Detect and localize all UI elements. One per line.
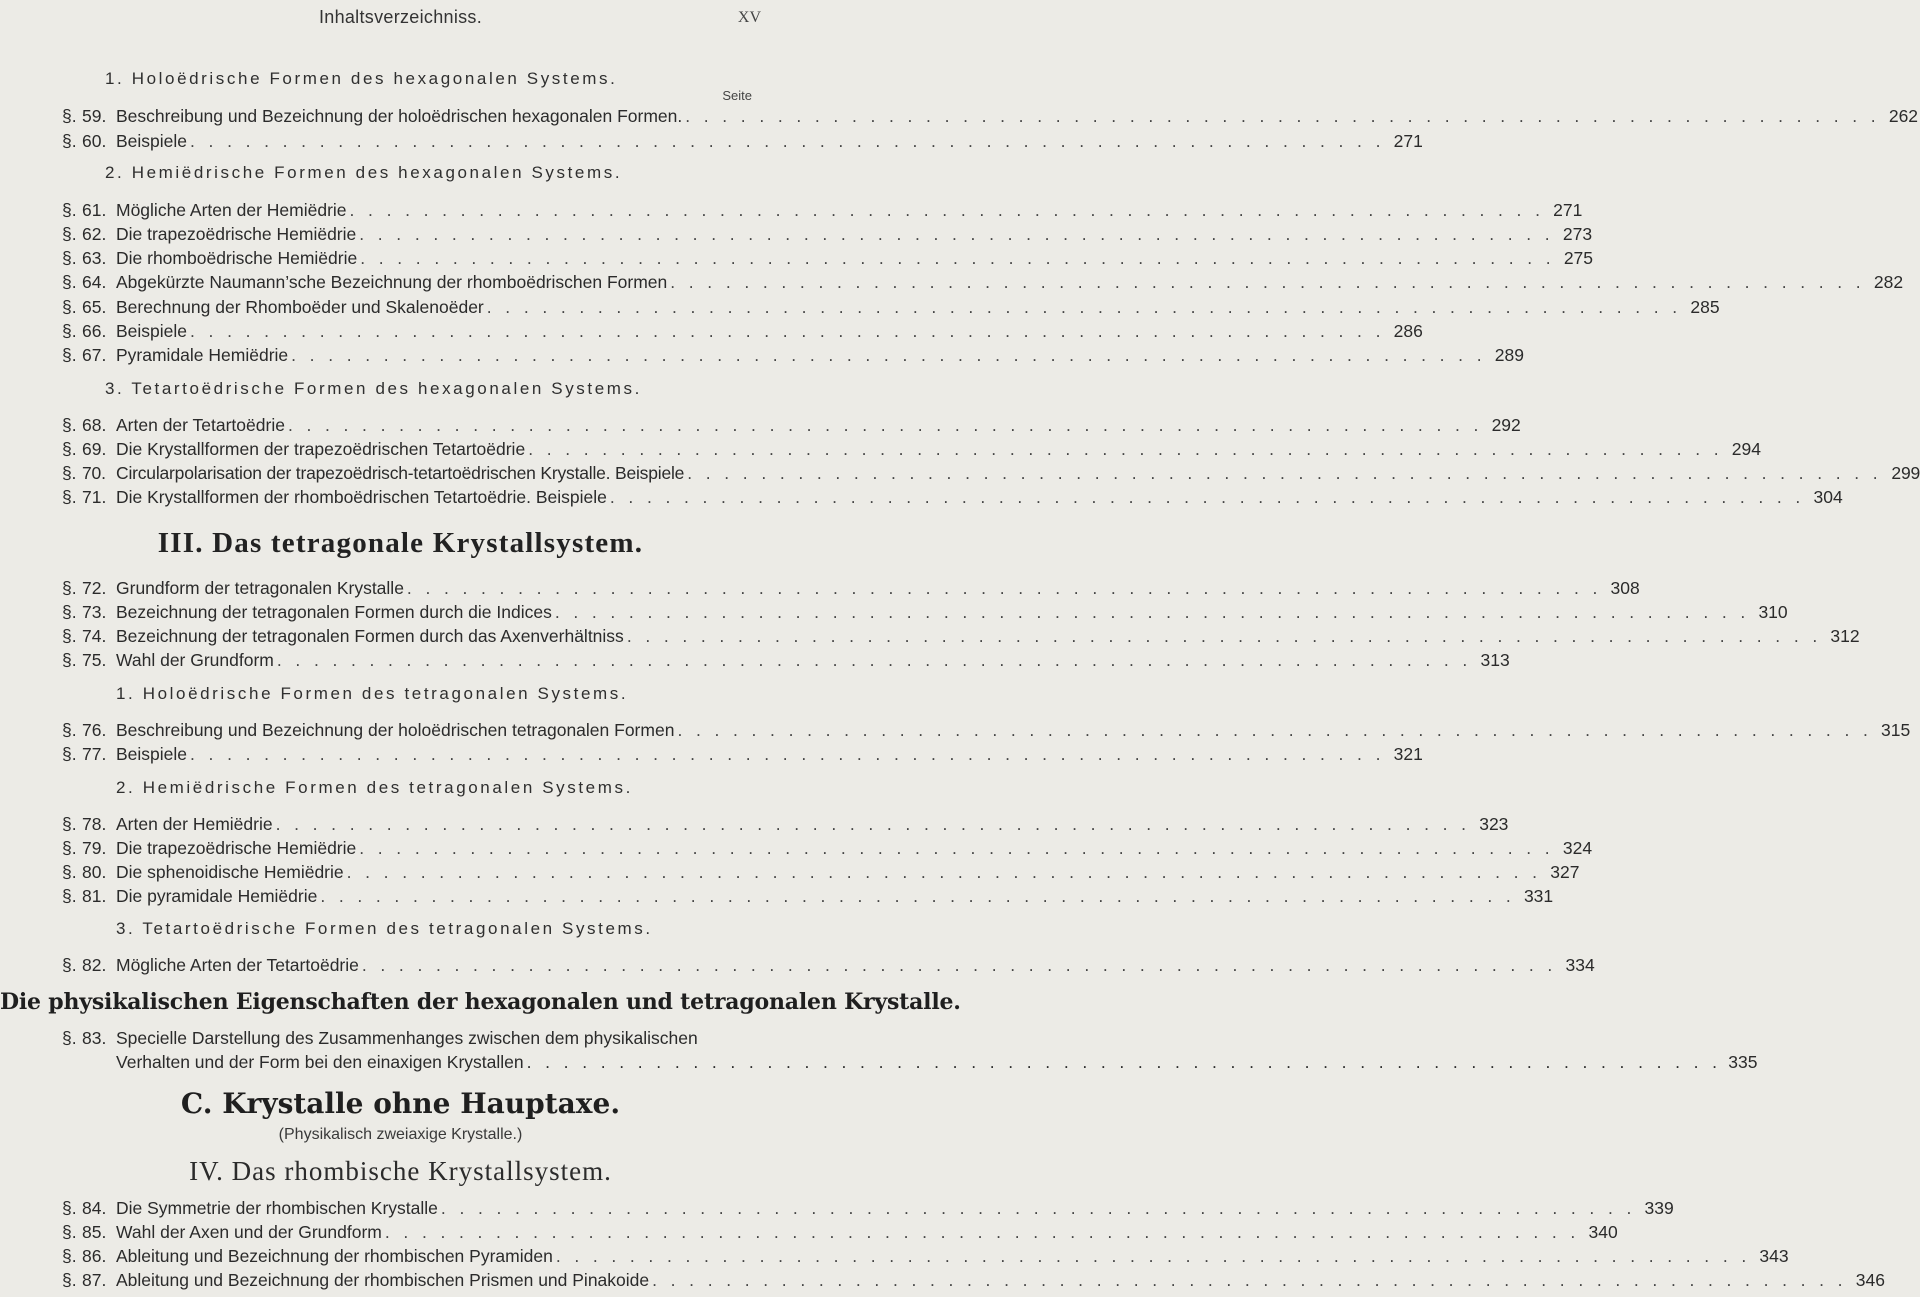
dot-leader: . . . . . . . . . . . . . . . . . . . . . . . . . . . . . . . . . . . . . . . . . . . . . . . . . . . . . . . . . . . . . . . . . (287, 415, 1483, 435)
toc-entry[interactable] (62, 601, 1788, 623)
section-sign: §. (62, 1270, 77, 1290)
entry-page: 321 (1393, 744, 1423, 764)
section-sign: §. (62, 345, 77, 365)
entry-title: Ableitung und Bezeichnung der rhombischen Prismen und Pinakoide (116, 1270, 650, 1290)
section-sign: §. (62, 814, 77, 834)
section-sign: §. (62, 224, 77, 244)
toc-entry[interactable] (62, 223, 1593, 245)
entry-number: 76. (82, 720, 107, 740)
entry-page: 286 (1393, 321, 1423, 341)
entry-title: Beschreibung und Bezeichnung der holoëdrischen hexagonalen Formen. (116, 106, 683, 126)
entry-title: Beispiele (116, 321, 188, 341)
entry-page: 310 (1758, 602, 1788, 622)
entry-title: Grundform der tetragonalen Krystalle (116, 578, 404, 598)
entry-title: Arten der Tetartoëdrie (116, 415, 285, 435)
toc-entry-continuation[interactable] (116, 1051, 1758, 1073)
entry-number: 84. (82, 1198, 107, 1218)
dot-leader: . . . . . . . . . . . . . . . . . . . . . . . . . . . . . . . . . . . . . . . . . . . . . . . . . . . . . . . . . . . . . . . . . (190, 131, 1385, 151)
entry-number: 65. (82, 297, 107, 317)
dot-leader: . . . . . . . . . . . . . . . . . . . . . . . . . . . . . . . . . . . . . . . . . . . . . . . . . . . . . . . . . . . . . . . . . (190, 321, 1385, 341)
entry-number: 62. (82, 224, 107, 244)
entry-number: 77. (82, 744, 107, 764)
toc-entry[interactable] (62, 1197, 1674, 1219)
section-sign: §. (62, 1222, 77, 1242)
entry-page: 343 (1759, 1246, 1789, 1266)
section-sign: §. (62, 955, 77, 975)
entry-number: 72. (82, 578, 107, 598)
entry-title: Berechnung der Rhomboëder und Skalenoëder (116, 297, 484, 317)
page-number: XV (737, 9, 761, 26)
entry-page: 312 (1830, 626, 1860, 646)
entry-page: 299 (1891, 463, 1920, 483)
entry-number: 59. (82, 106, 107, 126)
entry-number: 85. (82, 1222, 107, 1242)
chapter-heading: IV. Das rhombische Krystallsystem. (189, 1156, 612, 1186)
subsection-heading: 3. Tetartoëdrische Formen des tetragonalen Systems. (116, 919, 653, 938)
entry-page: 294 (1731, 439, 1761, 459)
toc-entry[interactable] (62, 813, 1509, 835)
toc-entry[interactable] (62, 649, 1510, 671)
section-sign: §. (62, 297, 77, 317)
entry-page: 327 (1550, 862, 1580, 882)
dot-leader: . . . . . . . . . . . . . . . . . . . . . . . . . . . . . . . . . . . . . . . . . . . . . . . . . . . . . . . . . . . . . . . . . (275, 814, 1471, 834)
section-sign: §. (62, 131, 77, 151)
section-sign: §. (62, 886, 77, 906)
section-sign: §. (62, 1246, 77, 1266)
dot-leader: . . . . . . . . . . . . . . . . . . . . . . . . . . . . . . . . . . . . . . . . . . . . . . . . . . . . . . . . . . . . . . . . . (440, 1198, 1636, 1218)
entry-number: 64. (82, 272, 107, 292)
entry-number: 69. (82, 439, 107, 459)
entry-title: Die pyramidale Hemiëdrie (116, 886, 318, 906)
entry-number: 75. (82, 650, 107, 670)
entry-number: 83. (82, 1028, 107, 1048)
toc-entry[interactable] (62, 462, 1920, 484)
entry-title: Circularpolarisation der trapezoëdrisch-tetartoëdrischen Krystalle. Beispiele (116, 463, 685, 483)
toc-entry[interactable] (62, 296, 1720, 318)
entry-title: Die Symmetrie der rhombischen Krystalle (116, 1198, 438, 1218)
entry-number: 68. (82, 415, 107, 435)
entry-title: Die sphenoidische Hemiëdrie (116, 862, 344, 882)
entry-title: Verhalten und der Form bei den einaxigen Krystallen (116, 1052, 524, 1072)
toc-entry[interactable] (62, 577, 1640, 599)
dot-leader: . . . . . . . . . . . . . . . . . . . . . . . . . . . . . . . . . . . . . . . . . . . . . . . . . . . . . . . . . . . . . . . . . (384, 1222, 1580, 1242)
toc-entry[interactable] (62, 954, 1595, 976)
toc-entry[interactable] (62, 743, 1423, 765)
entry-number: 87. (82, 1270, 107, 1290)
section-sign: §. (62, 415, 77, 435)
entry-page: 335 (1728, 1052, 1758, 1072)
entry-page: 340 (1588, 1222, 1618, 1242)
entry-number: 61. (82, 200, 107, 220)
dot-leader: . . . . . . . . . . . . . . . . . . . . . . . . . . . . . . . . . . . . . . . . . . . . . . . . . . . . . . . . . . . . . . . . . (555, 1246, 1751, 1266)
dot-leader: . . . . . . . . . . . . . . . . . . . . . . . . . . . . . . . . . . . . . . . . . . . . . . . . . . . . . . . . . . . . . . . . . (528, 439, 1723, 459)
entry-number: 82. (82, 955, 107, 975)
dot-leader: . . . . . . . . . . . . . . . . . . . . . . . . . . . . . . . . . . . . . . . . . . . . . . . . . . . . . . . . . . . . . . . . . (486, 297, 1682, 317)
toc-entry[interactable] (62, 271, 1904, 293)
section-sign: §. (62, 321, 77, 341)
toc-entry[interactable] (62, 344, 1524, 366)
part-subheading: (Physikalisch zweiaxige Krystalle.) (278, 1126, 523, 1143)
dot-leader: . . . . . . . . . . . . . . . . . . . . . . . . . . . . . . . . . . . . . . . . . . . . . . . . . . . . . . . . . . . . . . . . . (291, 345, 1486, 365)
entry-title: Wahl der Grundform (116, 650, 274, 670)
entry-page: 304 (1813, 487, 1843, 507)
dot-leader: . . . . . . . . . . . . . . . . . . . . . . . . . . . . . . . . . . . . . . . . . . . . . . . . . . . . . . . . . . . . . . . . . (687, 463, 1883, 483)
entry-number: 80. (82, 862, 107, 882)
section-sign: §. (62, 578, 77, 598)
dot-leader: . . . . . . . . . . . . . . . . . . . . . . . . . . . . . . . . . . . . . . . . . . . . . . . . . . . . . . . . . . . . . . . . . (626, 626, 1822, 646)
subsection-heading: 2. Hemiëdrische Formen des hexagonalen Systems. (105, 163, 623, 182)
section-sign: §. (62, 1198, 77, 1218)
toc-entry[interactable] (62, 486, 1843, 508)
subsection-heading: 3. Tetartoëdrische Formen des hexagonalen Systems. (105, 379, 642, 398)
entry-title: Arten der Hemiëdrie (116, 814, 273, 834)
toc-entry[interactable] (62, 414, 1521, 436)
entry-page: 271 (1553, 200, 1583, 220)
entry-title: Die trapezoëdrische Hemiëdrie (116, 224, 357, 244)
dot-leader: . . . . . . . . . . . . . . . . . . . . . . . . . . . . . . . . . . . . . . . . . . . . . . . . . . . . . . . . . . . . . . . . . (652, 1270, 1847, 1290)
section-sign: §. (62, 838, 77, 858)
section-sign: §. (62, 106, 77, 126)
section-heading: Die physikalischen Eigenschaften der hexagonalen und tetragonalen Krystalle. (0, 989, 961, 1015)
entry-number: 67. (82, 345, 107, 365)
dot-leader: . . . . . . . . . . . . . . . . . . . . . . . . . . . . . . . . . . . . . . . . . . . . . . . . . . . . . . . . . . . . . . . . . (609, 487, 1805, 507)
dot-leader: . . . . . . . . . . . . . . . . . . . . . . . . . . . . . . . . . . . . . . . . . . . . . . . . . . . . . . . . . . . . . . . . . (276, 650, 1472, 670)
seite-label: Seite (722, 88, 752, 103)
subsection-heading: 1. Holoëdrische Formen des tetragonalen Systems. (116, 684, 629, 703)
entry-number: 63. (82, 248, 107, 268)
entry-page: 285 (1690, 297, 1720, 317)
section-sign: §. (62, 1028, 77, 1048)
entry-page: 289 (1494, 345, 1524, 365)
subsection-heading: 2. Hemiëdrische Formen des tetragonalen Systems. (116, 778, 633, 797)
entry-page: 334 (1565, 955, 1595, 975)
dot-leader: . . . . . . . . . . . . . . . . . . . . . . . . . . . . . . . . . . . . . . . . . . . . . . . . . . . . . . . . . . . . . . . . . (670, 272, 1866, 292)
entry-number: 81. (82, 886, 107, 906)
dot-leader: . . . . . . . . . . . . . . . . . . . . . . . . . . . . . . . . . . . . . . . . . . . . . . . . . . . . . . . . . . . . . . . . . (554, 602, 1750, 622)
toc-entry[interactable] (62, 1269, 1885, 1291)
entry-page: 273 (1562, 224, 1593, 244)
dot-leader: . . . . . . . . . . . . . . . . . . . . . . . . . . . . . . . . . . . . . . . . . . . . . . . . . . . . . . . . . . . . . . . . . (361, 955, 1557, 975)
entry-title: Ableitung und Bezeichnung der rhombischen Pyramiden (116, 1246, 553, 1266)
toc-entry[interactable] (62, 837, 1593, 859)
entry-title: Pyramidale Hemiëdrie (116, 345, 289, 365)
toc-entry[interactable] (62, 247, 1594, 269)
toc-entry[interactable] (62, 719, 1911, 741)
section-sign: §. (62, 463, 77, 483)
toc-entry[interactable] (62, 199, 1583, 221)
entry-title: Die Krystallformen der rhomboëdrischen Tetartoëdrie. Beispiele (116, 487, 607, 507)
entry-number: 79. (82, 838, 107, 858)
dot-leader: . . . . . . . . . . . . . . . . . . . . . . . . . . . . . . . . . . . . . . . . . . . . . . . . . . . . . . . . . . . . . . . . . (406, 578, 1602, 598)
entry-page: 271 (1393, 131, 1423, 151)
entry-number: 74. (82, 626, 107, 646)
toc-entry[interactable] (62, 1027, 753, 1049)
dot-leader: . . . . . . . . . . . . . . . . . . . . . . . . . . . . . . . . . . . . . . . . . . . . . . . . . . . . . . . . . . . . . . . . . (359, 838, 1555, 858)
dot-leader: . . . . . . . . . . . . . . . . . . . . . . . . . . . . . . . . . . . . . . . . . . . . . . . . . . . . . . . . . . . . . . . . . (346, 862, 1542, 882)
entry-title: Die Krystallformen der trapezoëdrischen Tetartoëdrie (116, 439, 526, 459)
section-sign: §. (62, 248, 77, 268)
section-sign: §. (62, 272, 77, 292)
entry-number: 60. (82, 131, 107, 151)
toc-entry[interactable] (62, 861, 1580, 883)
entry-page: 339 (1644, 1198, 1674, 1218)
section-sign: §. (62, 626, 77, 646)
toc-entry[interactable] (62, 885, 1554, 907)
entry-page: 308 (1610, 578, 1640, 598)
chapter-heading: III. Das tetragonale Krystallsystem. (157, 527, 644, 559)
toc-entry[interactable] (62, 1221, 1618, 1243)
entry-number: 66. (82, 321, 107, 341)
entry-page: 282 (1873, 272, 1904, 292)
dot-leader: . . . . . . . . . . . . . . . . . . . . . . . . . . . . . . . . . . . . . . . . . . . . . . . . . . . . . . . . . . . . . . . . . (526, 1052, 1722, 1072)
entry-page: 346 (1855, 1270, 1885, 1290)
entry-number: 86. (82, 1246, 107, 1266)
dot-leader: . . . . . . . . . . . . . . . . . . . . . . . . . . . . . . . . . . . . . . . . . . . . . . . . . . . . . . . . . . . . . . . . . (320, 886, 1516, 906)
section-sign: §. (62, 720, 77, 740)
section-sign: §. (62, 200, 77, 220)
toc-entry[interactable] (62, 625, 1860, 647)
entry-page: 262 (1888, 106, 1919, 126)
entry-page: 275 (1563, 248, 1594, 268)
entry-number: 71. (82, 487, 107, 507)
dot-leader: . . . . . . . . . . . . . . . . . . . . . . . . . . . . . . . . . . . . . . . . . . . . . . . . . . . . . . . . . . . . . . . . . (349, 200, 1545, 220)
entry-page: 313 (1480, 650, 1510, 670)
toc-entry[interactable] (62, 320, 1423, 342)
entry-page: 323 (1479, 814, 1509, 834)
toc-entry[interactable] (62, 1245, 1789, 1267)
entry-title: Wahl der Axen und der Grundform (116, 1222, 382, 1242)
dot-leader: . . . . . . . . . . . . . . . . . . . . . . . . . . . . . . . . . . . . . . . . . . . . . . . . . . . . . . . . . . . . . . . . . (360, 248, 1556, 268)
part-heading: C. Krystalle ohne Hauptaxe. (180, 1087, 621, 1120)
entry-title: Beispiele (116, 131, 188, 151)
entry-title: Bezeichnung der tetragonalen Formen durch die Indices (116, 602, 552, 622)
subsection-heading: 1. Holoëdrische Formen des hexagonalen Systems. (105, 69, 618, 88)
entry-page: 292 (1491, 415, 1521, 435)
entry-title: Beispiele (116, 744, 188, 764)
toc-entry[interactable] (62, 438, 1761, 460)
entry-page: 315 (1881, 720, 1911, 740)
entry-number: 78. (82, 814, 107, 834)
dot-leader: . . . . . . . . . . . . . . . . . . . . . . . . . . . . . . . . . . . . . . . . . . . . . . . . . . . . . . . . . . . . . . . . . (677, 720, 1873, 740)
entry-number: 73. (82, 602, 107, 622)
entry-title: Beschreibung und Bezeichnung der holoëdrischen tetragonalen Formen (116, 720, 675, 740)
section-sign: §. (62, 487, 77, 507)
dot-leader: . . . . . . . . . . . . . . . . . . . . . . . . . . . . . . . . . . . . . . . . . . . . . . . . . . . . . . . . . . . . . . . . . (685, 106, 1881, 126)
entry-page: 324 (1562, 838, 1593, 858)
entry-title: Mögliche Arten der Tetartoëdrie (116, 955, 359, 975)
toc-entry[interactable] (62, 105, 1919, 127)
section-sign: §. (62, 602, 77, 622)
entry-title: Die rhomboëdrische Hemiëdrie (116, 248, 358, 268)
section-sign: §. (62, 650, 77, 670)
toc-entry[interactable] (62, 130, 1423, 152)
entry-page: 331 (1523, 886, 1554, 906)
entry-title: Bezeichnung der tetragonalen Formen durch das Axenverhältniss (116, 626, 624, 646)
section-sign: §. (62, 439, 77, 459)
entry-title: Die trapezoëdrische Hemiëdrie (116, 838, 357, 858)
running-title: Inhaltsverzeichniss. (318, 7, 483, 27)
section-sign: §. (62, 744, 77, 764)
entry-title: Specielle Darstellung des Zusammenhanges zwischen dem physikalischen (116, 1028, 698, 1048)
entry-title: Abgekürzte Naumann’sche Bezeichnung der rhomboëdrischen Formen (116, 272, 668, 292)
dot-leader: . . . . . . . . . . . . . . . . . . . . . . . . . . . . . . . . . . . . . . . . . . . . . . . . . . . . . . . . . . . . . . . . . (190, 744, 1385, 764)
entry-title: Mögliche Arten der Hemiëdrie (116, 200, 347, 220)
section-sign: §. (62, 862, 77, 882)
dot-leader: . . . . . . . . . . . . . . . . . . . . . . . . . . . . . . . . . . . . . . . . . . . . . . . . . . . . . . . . . . . . . . . . . (359, 224, 1555, 244)
entry-number: 70. (82, 463, 106, 483)
